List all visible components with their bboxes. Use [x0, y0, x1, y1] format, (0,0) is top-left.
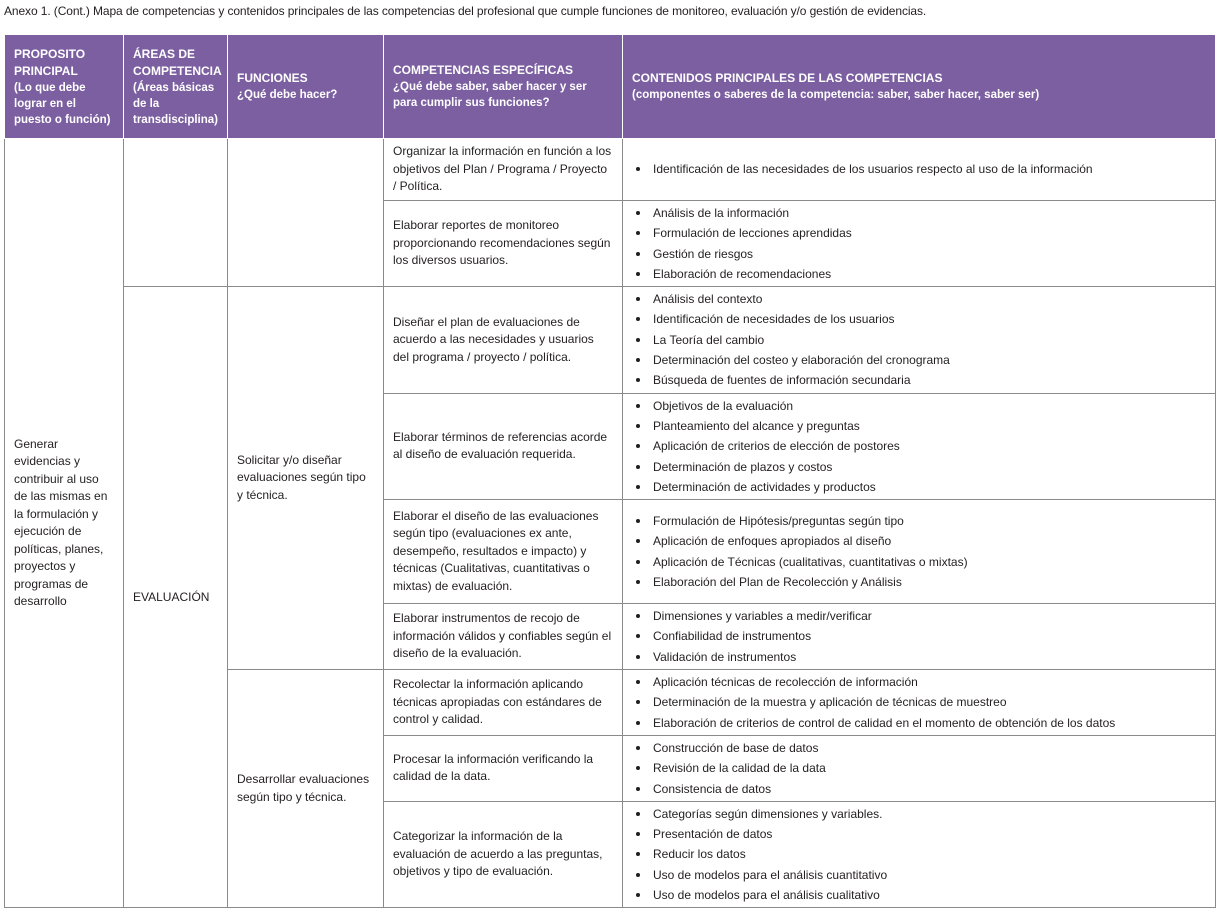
contenido-item: Determinación de la muestra y aplicación de técnicas de muestreo: [632, 692, 1206, 712]
contenido-item: Aplicación técnicas de recolección de información: [632, 672, 1206, 692]
contenido-item: Determinación del costeo y elaboración del cronograma: [632, 350, 1206, 370]
contenido-item: Dimensiones y variables a medir/verificar: [632, 606, 1206, 626]
header-funciones-sub: ¿Qué debe hacer?: [237, 89, 338, 101]
contenido-item: Reducir los datos: [632, 844, 1206, 864]
contenido-item: Objetivos de la evaluación: [632, 396, 1206, 416]
header-competencias-title: COMPETENCIAS ESPECÍFICAS: [393, 63, 574, 77]
header-proposito-sub: (Lo que debe lograr en el puesto o función): [14, 81, 111, 126]
contenido-item: Revisión de la calidad de la data: [632, 758, 1206, 778]
function-cell: Solicitar y/o diseñar evaluaciones según tipo y técnica.: [228, 287, 384, 670]
contenidos-list: [632, 289, 1206, 390]
proposito-cell: Generar evidencias y contribuir al uso de las mismas en la formulación y ejecución de políticas, planes, proyectos y programas de desarrollo: [5, 139, 124, 908]
competencia-cell: Categorizar la información de la evaluación de acuerdo a las preguntas, objetivos y tipo de evaluación.: [384, 801, 623, 907]
contenidos-list: [632, 672, 1206, 733]
contenidos-list: [632, 606, 1206, 667]
contenido-item: Presentación de datos: [632, 824, 1206, 844]
contenidos-cell: [623, 670, 1216, 736]
contenido-item: Elaboración del Plan de Recolección y Análisis: [632, 572, 1206, 592]
contenido-item: Análisis de la información: [632, 203, 1206, 223]
contenido-item: Construcción de base de datos: [632, 738, 1206, 758]
contenidos-list: [632, 738, 1206, 799]
header-row: [5, 35, 1216, 139]
contenido-item: Identificación de necesidades de los usuarios: [632, 309, 1206, 329]
competencia-cell: Elaborar instrumentos de recojo de información válidos y confiables según el diseño de la evaluación.: [384, 604, 623, 670]
contenido-item: Aplicación de Técnicas (cualitativas, cuantitativas o mixtas): [632, 552, 1206, 572]
contenido-item: Elaboración de recomendaciones: [632, 264, 1206, 284]
contenidos-list: [632, 203, 1206, 284]
header-funciones-title: FUNCIONES: [237, 71, 308, 85]
contenido-item: Formulación de lecciones aprendidas: [632, 223, 1206, 243]
contenido-item: Categorías según dimensiones y variables.: [632, 804, 1206, 824]
competencia-cell: Procesar la información verificando la calidad de la data.: [384, 735, 623, 801]
contenidos-cell: [623, 393, 1216, 499]
header-contenidos-sub: (componentes o saberes de la competencia: saber, saber hacer, saber ser): [632, 89, 1040, 101]
table-row: [5, 287, 1216, 393]
competencia-cell: Elaborar reportes de monitoreo proporcionando recomendaciones según los diversos usuarios.: [384, 201, 623, 287]
contenido-item: Identificación de las necesidades de los usuarios respecto al uso de la información: [632, 159, 1206, 179]
contenidos-cell: [623, 139, 1216, 201]
header-competencias: [384, 35, 623, 139]
contenidos-list: [632, 396, 1206, 497]
header-areas-title: ÁREAS DE COMPETENCIA: [133, 46, 222, 78]
contenidos-cell: [623, 287, 1216, 393]
table-row: [5, 139, 1216, 201]
contenido-item: Planteamiento del alcance y preguntas: [632, 416, 1206, 436]
competencia-cell: Diseñar el plan de evaluaciones de acuerdo a las necesidades y usuarios del programa / proyecto / política.: [384, 287, 623, 393]
contenidos-cell: [623, 735, 1216, 801]
header-contenidos-title: CONTENIDOS PRINCIPALES DE LAS COMPETENCIAS: [632, 71, 943, 85]
competency-table: [4, 34, 1216, 908]
header-areas: [124, 35, 228, 139]
contenido-item: Aplicación de criterios de elección de postores: [632, 436, 1206, 456]
contenido-item: Uso de modelos para el análisis cualitativo: [632, 885, 1206, 905]
contenido-item: Determinación de plazos y costos: [632, 457, 1206, 477]
contenido-item: Determinación de actividades y productos: [632, 477, 1206, 497]
header-proposito-title: PROPOSITO PRINCIPAL: [14, 46, 86, 78]
contenidos-list: [632, 159, 1206, 179]
header-funciones: [228, 35, 384, 139]
header-proposito: [5, 35, 124, 139]
contenido-item: Análisis del contexto: [632, 289, 1206, 309]
contenidos-list: [632, 511, 1206, 592]
header-contenidos: [623, 35, 1216, 139]
competencia-cell: Elaborar términos de referencias acorde al diseño de evaluación requerida.: [384, 393, 623, 499]
header-competencias-sub: ¿Qué debe saber, saber hacer y ser para cumplir sus funciones?: [393, 81, 587, 109]
contenido-item: Búsqueda de fuentes de información secundaria: [632, 370, 1206, 390]
competencia-cell: Elaborar el diseño de las evaluaciones según tipo (evaluaciones ex ante, desempeño, resultados e impacto) y técnicas (Cualitativas, cuantitativas o mixtas) de evaluación.: [384, 500, 623, 604]
contenido-item: Gestión de riesgos: [632, 244, 1206, 264]
competencia-cell: Recolectar la información aplicando técnicas apropiadas con estándares de control y calidad.: [384, 670, 623, 736]
contenido-item: Uso de modelos para el análisis cuantitativo: [632, 865, 1206, 885]
contenido-item: Validación de instrumentos: [632, 647, 1206, 667]
contenidos-cell: [623, 201, 1216, 287]
contenido-item: La Teoría del cambio: [632, 330, 1206, 350]
contenido-item: Confiabilidad de instrumentos: [632, 626, 1206, 646]
competencia-cell: Organizar la información en función a los objetivos del Plan / Programa / Proyecto / Política.: [384, 139, 623, 201]
header-areas-sub: (Áreas básicas de la transdisciplina): [133, 81, 218, 126]
contenido-item: Elaboración de criterios de control de calidad en el momento de obtención de los datos: [632, 713, 1206, 733]
area-cell: EVALUACIÓN: [124, 287, 228, 908]
contenidos-cell: [623, 604, 1216, 670]
table-caption: Anexo 1. (Cont.) Mapa de competencias y contenidos principales de las competencias del profesional que cumple funciones de monitoreo, evaluación y/o gestión de evidencias.: [4, 4, 927, 18]
contenido-item: Consistencia de datos: [632, 779, 1206, 799]
function-cell: Desarrollar evaluaciones según tipo y técnica.: [228, 670, 384, 908]
contenidos-cell: [623, 801, 1216, 907]
contenidos-cell: [623, 500, 1216, 604]
contenido-item: Aplicación de enfoques apropiados al diseño: [632, 531, 1206, 551]
area-cell-empty: [124, 139, 228, 287]
function-cell-empty: [228, 139, 384, 287]
contenido-item: Formulación de Hipótesis/preguntas según tipo: [632, 511, 1206, 531]
contenidos-list: [632, 804, 1206, 905]
